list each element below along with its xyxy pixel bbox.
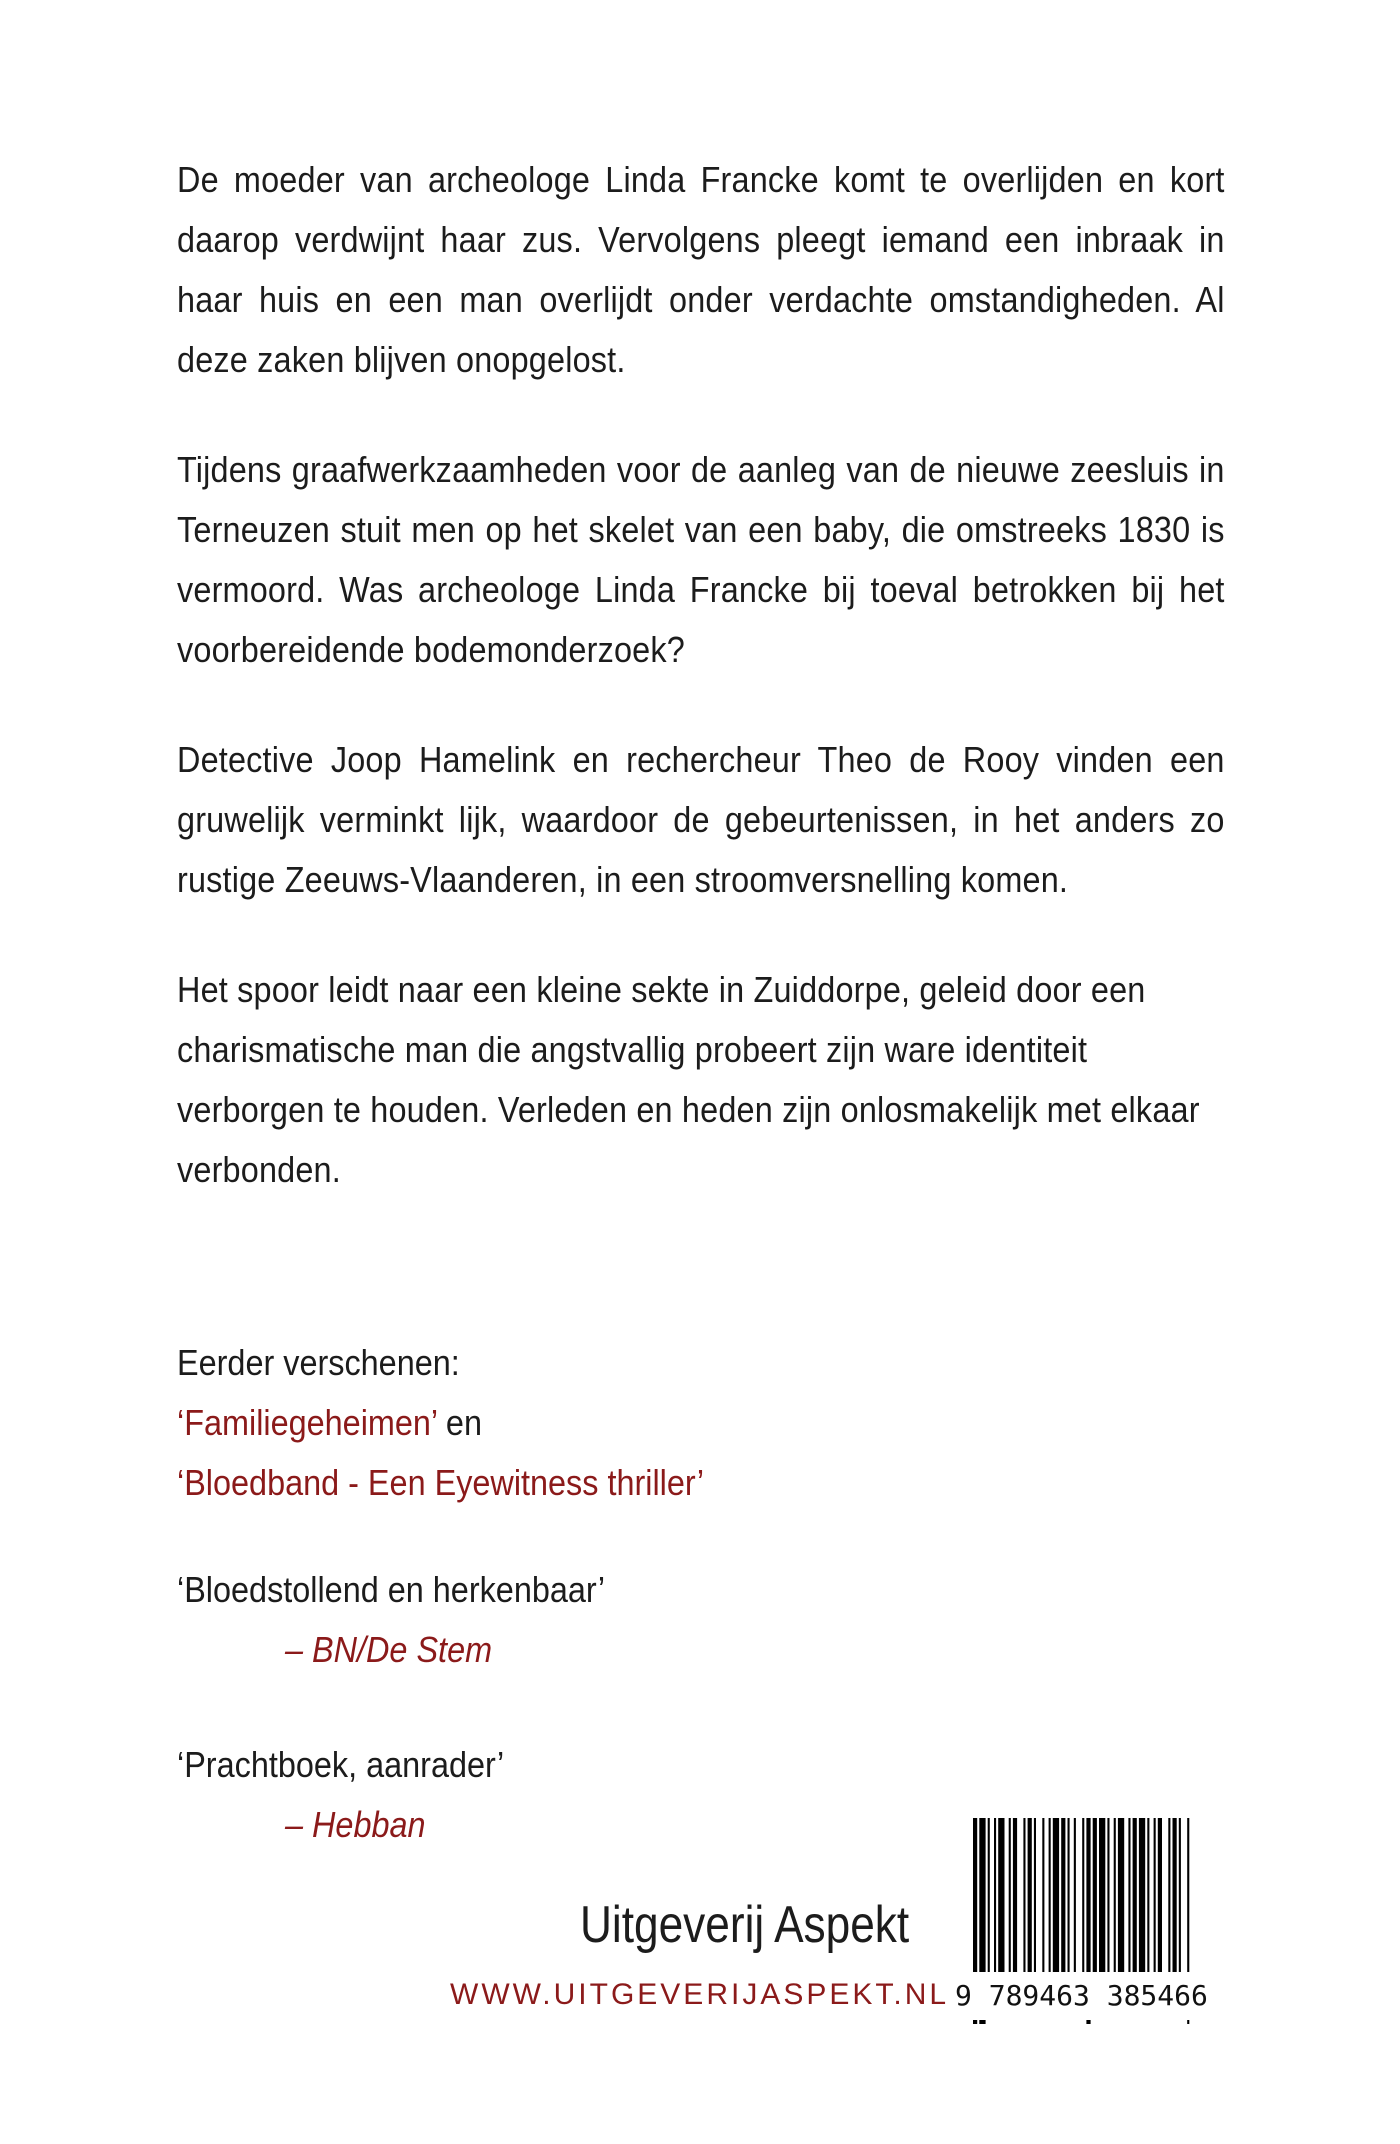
previous-book-1: ‘Familiegeheimen’ bbox=[177, 1402, 437, 1443]
quote-1 bbox=[177, 1560, 605, 1680]
blurb-paragraph-1: De moeder van archeologe Linda Francke komt te overlijden en kort daarop verdwijnt haar zus. Vervolgens pleegt iemand een inbraak in haar huis en een man overlijdt onder verdachte omstandigheden. Al deze zaken blijven onopgelost. bbox=[177, 159, 1225, 380]
blurb bbox=[177, 150, 1225, 1250]
isbn-number: 9 789463 385466 bbox=[955, 1972, 1215, 2020]
blurb-paragraph-4: Het spoor leidt naar een kleine sekte in Zuiddorpe, geleid door een charismatische man die angstvallig probeert zijn ware identiteit verborgen te houden. Verleden en heden zijn onlosmakelijk met elkaar verbonden. bbox=[177, 969, 1200, 1190]
quote-2-text: ‘Prachtboek, aanrader’ bbox=[177, 1744, 505, 1785]
previous-connector: en bbox=[436, 1402, 482, 1443]
publisher-name: Uitgeverij Aspekt bbox=[580, 1896, 910, 1954]
previous-heading: Eerder verschenen: bbox=[177, 1342, 460, 1383]
previous-books bbox=[177, 1333, 704, 1513]
quote-2-source: – Hebban bbox=[285, 1804, 426, 1845]
quote-1-text: ‘Bloedstollend en herkenbaar’ bbox=[177, 1569, 606, 1610]
isbn-barcode bbox=[955, 1818, 1215, 2034]
previous-book-2: ‘Bloedband - Een Eyewitness thriller’ bbox=[177, 1462, 705, 1503]
quote-1-source: – BN/De Stem bbox=[285, 1629, 493, 1670]
publisher-website: WWW.UITGEVERIJASPEKT.NL bbox=[450, 1978, 950, 2011]
blurb-paragraph-2: Tijdens graafwerkzaamheden voor de aanleg van de nieuwe zeesluis in Terneuzen stuit men op het skelet van een baby, die omstreeks 1830 is vermoord. Was archeologe Linda Francke bij toeval betrokken bij het voorbereidende bodemonderzoek? bbox=[177, 449, 1225, 670]
quote-2 bbox=[177, 1735, 504, 1855]
previous-book-line-1 bbox=[177, 1393, 704, 1453]
blurb-paragraph-3: Detective Joop Hamelink en rechercheur Theo de Rooy vinden een gruwelijk verminkt lijk, waardoor de gebeurtenissen, in het anders zo rustige Zeeuws-Vlaanderen, in een stroomversnelling komen. bbox=[177, 739, 1225, 900]
